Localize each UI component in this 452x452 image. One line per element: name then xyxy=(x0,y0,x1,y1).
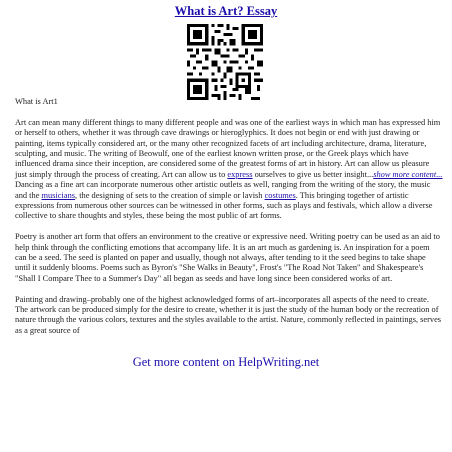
paragraph-1-text-a: Art can mean many different things to many different people and was one of the earliest ways in which man has expressed him or herself to others, whether it was through cave drawings or hieroglyphics. It does not begin or end with just drawing or painting, items typically considered art, or the many other recognized facets of art including architecture, drama, literature, sculpting, and music. The writing of Beowulf, one of the earliest known written prose, or the Greek plays which have influenced drama since their inception, are considered some of the greatest forms of art in history. Art can allow us pleasure just simply through the process of creating. Art can allow us to xyxy=(15,117,441,179)
paragraph-1 xyxy=(15,118,443,180)
paragraph-1-text-b: ourselves to give us better insight... xyxy=(252,169,374,179)
paragraph-2 xyxy=(15,180,443,222)
paragraph-2-text-a: Dancing as a fine art can incorporate numerous other artistic outlets as well, ranging from the writing of the story, the music and the xyxy=(15,180,431,200)
essay-body xyxy=(15,97,443,336)
paragraph-4: Painting and drawing–probably one of the highest acknowledged forms of art–incorporates all aspects of the need to create. The artwork can be produced simply for the desire to create, whether it is just the study of the human body or the recreation of nature through the various colors, textures and the styles available to the artist. Nature, commonly reflected in paintings, serves as a great source of xyxy=(15,294,442,335)
costumes-link[interactable]: costumes xyxy=(264,190,296,200)
paragraph-2-text-c: . This bringing together of artistic expressions from numerous other sources can be witnessed in other forms, such as plays and festivals, which allow a diverse collective to share thoughts and styles, these being the most public of art forms. xyxy=(15,190,433,221)
paragraph-3: Poetry is another art form that offers an environment to the creative or expressive need. Writing poetry can be used as an aid to help think through the conflicting emotions that accompany life. It is an art much as gardening is. An inspiration for a poem can be a seed. The seed is planted on paper and usually, though not always, after tending to it the seed begins to take shape until it suddenly blooms. Poems such as Byron's "She Walks in Beauty", Frost's "The Road Not Taken" and Shakespeare's "Shall I Compare Thee to a Summer's Day" all began as seeds and have long since been considered works of art. xyxy=(15,232,440,283)
essay-heading: What is Art1 xyxy=(15,97,58,106)
paragraph-2-text-b: , the designing of sets to the creation of simple or lavish xyxy=(75,190,265,200)
get-more-content-link[interactable]: Get more content on HelpWriting.net xyxy=(132,355,320,369)
qr-code-icon xyxy=(187,24,263,100)
musicians-link[interactable]: musicians xyxy=(41,190,76,200)
document-title-link[interactable]: What is Art? Essay xyxy=(174,4,278,18)
express-link[interactable]: express xyxy=(227,169,253,179)
show-more-link[interactable]: show more content... xyxy=(373,169,443,179)
